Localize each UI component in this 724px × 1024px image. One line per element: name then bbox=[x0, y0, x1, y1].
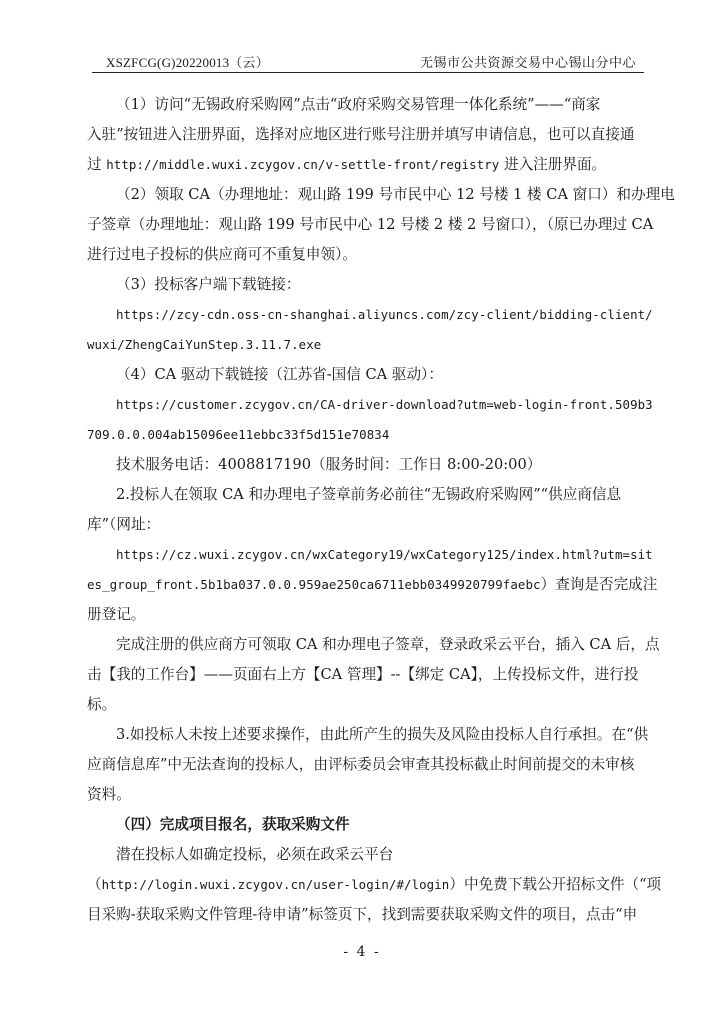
text-line bbox=[87, 540, 653, 570]
text-line bbox=[87, 300, 653, 330]
text-segment: 完成注册的供应商方可领取 CA 和办理电子签章，登录政采云平台，插入 CA 后，点 bbox=[116, 636, 660, 653]
url-text: wuxi/ZhengCaiYunStep.3.11.7.exe bbox=[87, 337, 322, 352]
text-line bbox=[87, 630, 660, 660]
text-segment: 子签章（办理地址：观山路 199 号市民中心 12 号楼 2 楼 2 号窗口），（原已办理过 CA bbox=[87, 216, 654, 233]
text-segment: 技术服务电话：4008817190（服务时间：工作日 8:00-20:00） bbox=[116, 456, 542, 473]
text-segment: 目采购-获取采购文件管理-待申请”标签页下，找到需要获取采购文件的项目，点击“申 bbox=[87, 906, 638, 923]
text-segment: 标。 bbox=[87, 696, 117, 713]
text-segment: ）中免费下载公开招标文件（“项 bbox=[449, 876, 662, 893]
text-line bbox=[87, 270, 645, 300]
text-line bbox=[87, 780, 645, 810]
text-line bbox=[87, 420, 645, 450]
text-line bbox=[87, 480, 645, 510]
text-line bbox=[87, 330, 645, 360]
text-line bbox=[87, 840, 645, 870]
text-line bbox=[87, 870, 662, 900]
text-line bbox=[87, 660, 645, 690]
page-number: - 4 - bbox=[343, 944, 381, 960]
text-segment: （2）领取 CA（办理地址：观山路 199 号市民中心 12 号楼 1 楼 CA 窗口）和办理电 bbox=[116, 186, 675, 203]
document-number: XSZFCG(G)20220013（云） bbox=[106, 55, 269, 70]
text-line bbox=[87, 900, 645, 930]
organization-name: 无锡市公共资源交易中心锡山分中心 bbox=[419, 56, 636, 71]
text-segment: （3）投标客户端下载链接： bbox=[116, 276, 301, 293]
text-line bbox=[87, 810, 645, 840]
url-text: https://zcy-cdn.oss-cn-shanghai.aliyuncs.com/zcy-client/bidding-client/ bbox=[116, 307, 653, 322]
text-segment: 应商信息库”中无法查询的投标人，由评标委员会审查其投标截止时间前提交的未审核 bbox=[87, 756, 635, 773]
url-text: https://customer.zcygov.cn/CA-driver-download?utm=web-login-front.509b3 bbox=[116, 397, 653, 412]
text-line bbox=[87, 390, 653, 420]
text-segment: 入驻”按钮进入注册界面，选择对应地区进行账号注册并填写申请信息，也可以直接通 bbox=[87, 126, 635, 143]
section-heading: （四）完成项目报名，获取采购文件 bbox=[116, 816, 350, 833]
text-line bbox=[87, 360, 645, 390]
text-line bbox=[87, 570, 658, 600]
text-line bbox=[87, 90, 645, 120]
text-segment: 进行过电子投标的供应商可不重复申领）。 bbox=[87, 246, 357, 263]
text-segment: 3.如投标人未按上述要求操作，由此所产生的损失及风险由投标人自行承担。在“供 bbox=[116, 726, 649, 743]
url-text: 709.0.0.004ab15096ee11ebbc33f5d151e70834 bbox=[87, 427, 390, 442]
header-divider bbox=[92, 72, 644, 73]
text-line bbox=[87, 150, 645, 180]
text-segment: 库”（网址： bbox=[87, 516, 161, 533]
url-text: es_group_front.5b1ba037.0.0.959ae250ca6711ebb0349920799faebc bbox=[87, 577, 541, 592]
text-segment: 册登记。 bbox=[87, 606, 146, 623]
url-text: http://middle.wuxi.zcygov.cn/v-settle-front/registry bbox=[106, 157, 500, 172]
text-line bbox=[87, 750, 645, 780]
page-header bbox=[92, 50, 644, 70]
text-line bbox=[87, 720, 649, 750]
text-line bbox=[87, 450, 645, 480]
text-line bbox=[87, 240, 645, 270]
text-line bbox=[87, 510, 645, 540]
url-text: http://login.wuxi.zcygov.cn/user-login/#/login bbox=[101, 877, 450, 892]
text-line bbox=[87, 120, 645, 150]
text-segment: （ bbox=[87, 876, 102, 893]
text-line bbox=[87, 180, 675, 210]
text-segment: 过 bbox=[87, 156, 107, 173]
text-segment: 资料。 bbox=[87, 786, 131, 803]
text-segment: 潜在投标人如确定投标，必须在政采云平台 bbox=[116, 846, 394, 863]
text-segment: （1）访问“无锡政府采购网”点击“政府采购交易管理一体化系统”——“商家 bbox=[116, 96, 601, 113]
text-segment: （4）CA 驱动下载链接（江苏省-国信 CA 驱动）： bbox=[116, 366, 443, 383]
text-segment: 2.投标人在领取 CA 和办理电子签章前务必前往“无锡政府采购网”“供应商信息 bbox=[116, 486, 622, 503]
text-segment: 击【我的工作台】——页面右上方【CA 管理】--【绑定 CA】，上传投标文件，进行投 bbox=[87, 666, 639, 683]
text-segment: 进入注册界面。 bbox=[499, 156, 607, 173]
text-line bbox=[87, 210, 654, 240]
document-body bbox=[87, 90, 675, 930]
url-text: https://cz.wuxi.zcygov.cn/wxCategory19/wxCategory125/index.html?utm=sit bbox=[116, 547, 653, 562]
text-segment: ）查询是否完成注 bbox=[540, 576, 658, 593]
text-line bbox=[87, 600, 645, 630]
text-line bbox=[87, 690, 645, 720]
